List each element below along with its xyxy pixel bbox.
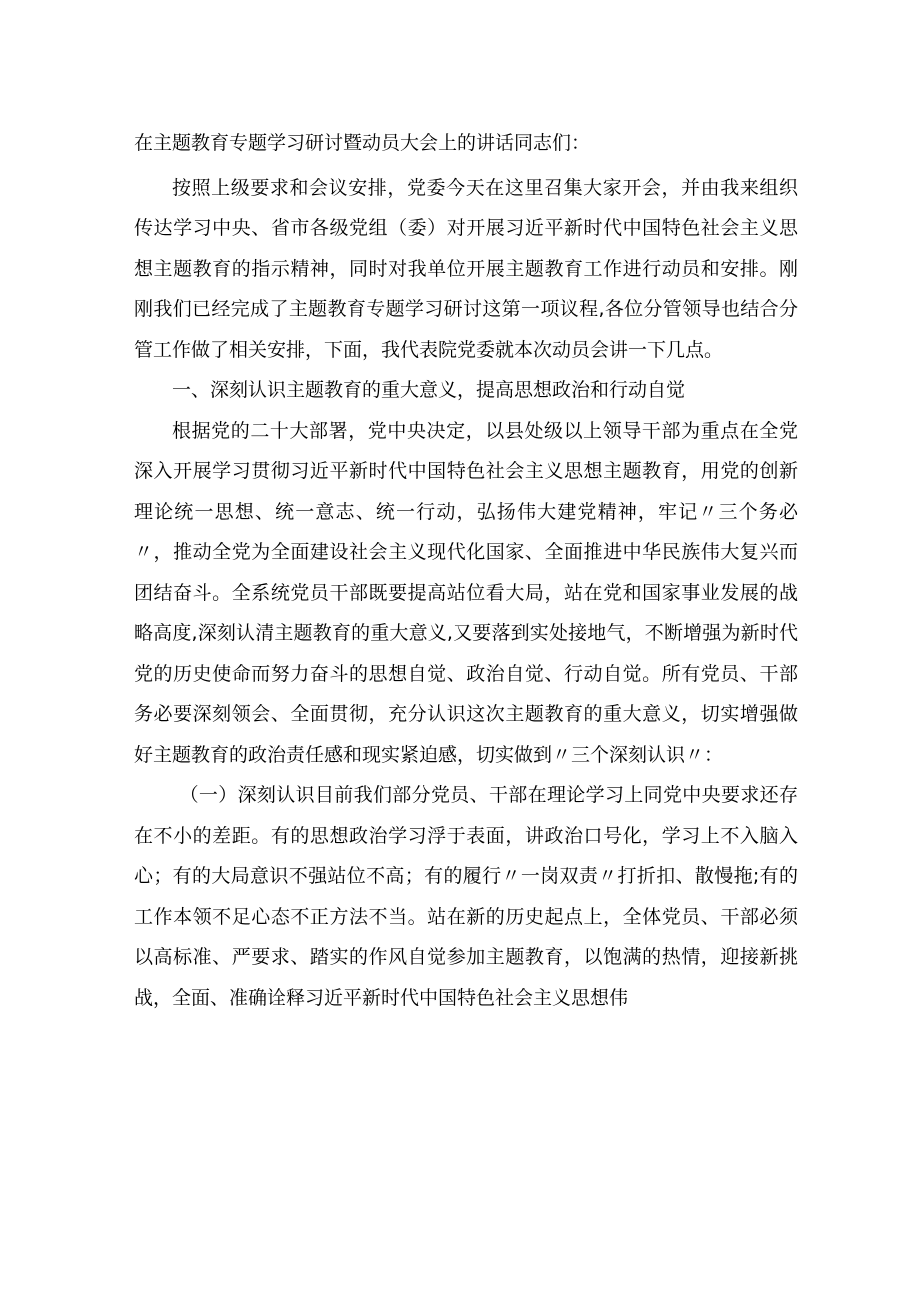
- paragraph-section-1-body: 根据党的二十大部署，党中央决定，以县处级以上领导干部为重点在全党深入开展学习贯彻习近平新时代中国特色社会主义思想主题教育，用党的创新理论统一思想、统一意志、统一行动，弘扬伟大建党精神，牢记〃三个务必〃，推动全党为全面建设社会主义现代化国家、全面推进中华民族伟大复兴而团结奋斗。全系统党员干部既要提高站位看大局，站在党和国家事业发展的战略高度,深刻认清主题教育的重大意义,又要落到实处接地气，不断增强为新时代党的历史使命而努力奋斗的思想自觉、政治自觉、行动自觉。所有党员、干部务必要深刻领会、全面贯彻，充分认识这次主题教育的重大意义，切实增强做好主题教育的政治责任感和现实紧迫感，切实做到〃三个深刻认识〃：: [134, 419, 798, 766]
- paragraph-opening: 按照上级要求和会议安排，党委今天在这里召集大家开会，并由我来组织传达学习中央、省市各级党组（委）对开展习近平新时代中国特色社会主义思想主题教育的指示精神，同时对我单位开展主题教育工作进行动员和安排。刚刚我们已经完成了主题教育专题学习研讨这第一项议程,各位分管领导也结合分管工作做了相关安排，下面，我代表院党委就本次动员会讲一下几点。: [134, 176, 798, 361]
- section-heading-1: 一、深刻认识主题教育的重大意义，提高思想政治和行动自觉: [172, 379, 686, 401]
- speech-title-and-salutation: 在主题教育专题学习研讨暨动员大会上的讲话同志们：: [134, 132, 591, 154]
- document-body: [134, 123, 798, 1018]
- paragraph-subsection-1: （一）深刻认识目前我们部分党员、干部在理论学习上同党中央要求还存在不小的差距。有的思想政治学习浮于表面，讲政治口号化，学习上不入脑入心；有的大局意识不强站位不高；有的履行〃一岗双责〃打折扣、散慢拖;有的工作本领不足心态不正方法不当。站在新的历史起点上，全体党员、干部必须以高标准、严要求、踏实的作风自觉参加主题教育，以饱满的热情，迎接新挑战，全面、准确诠释习近平新时代中国特色社会主义思想伟: [134, 784, 798, 1009]
